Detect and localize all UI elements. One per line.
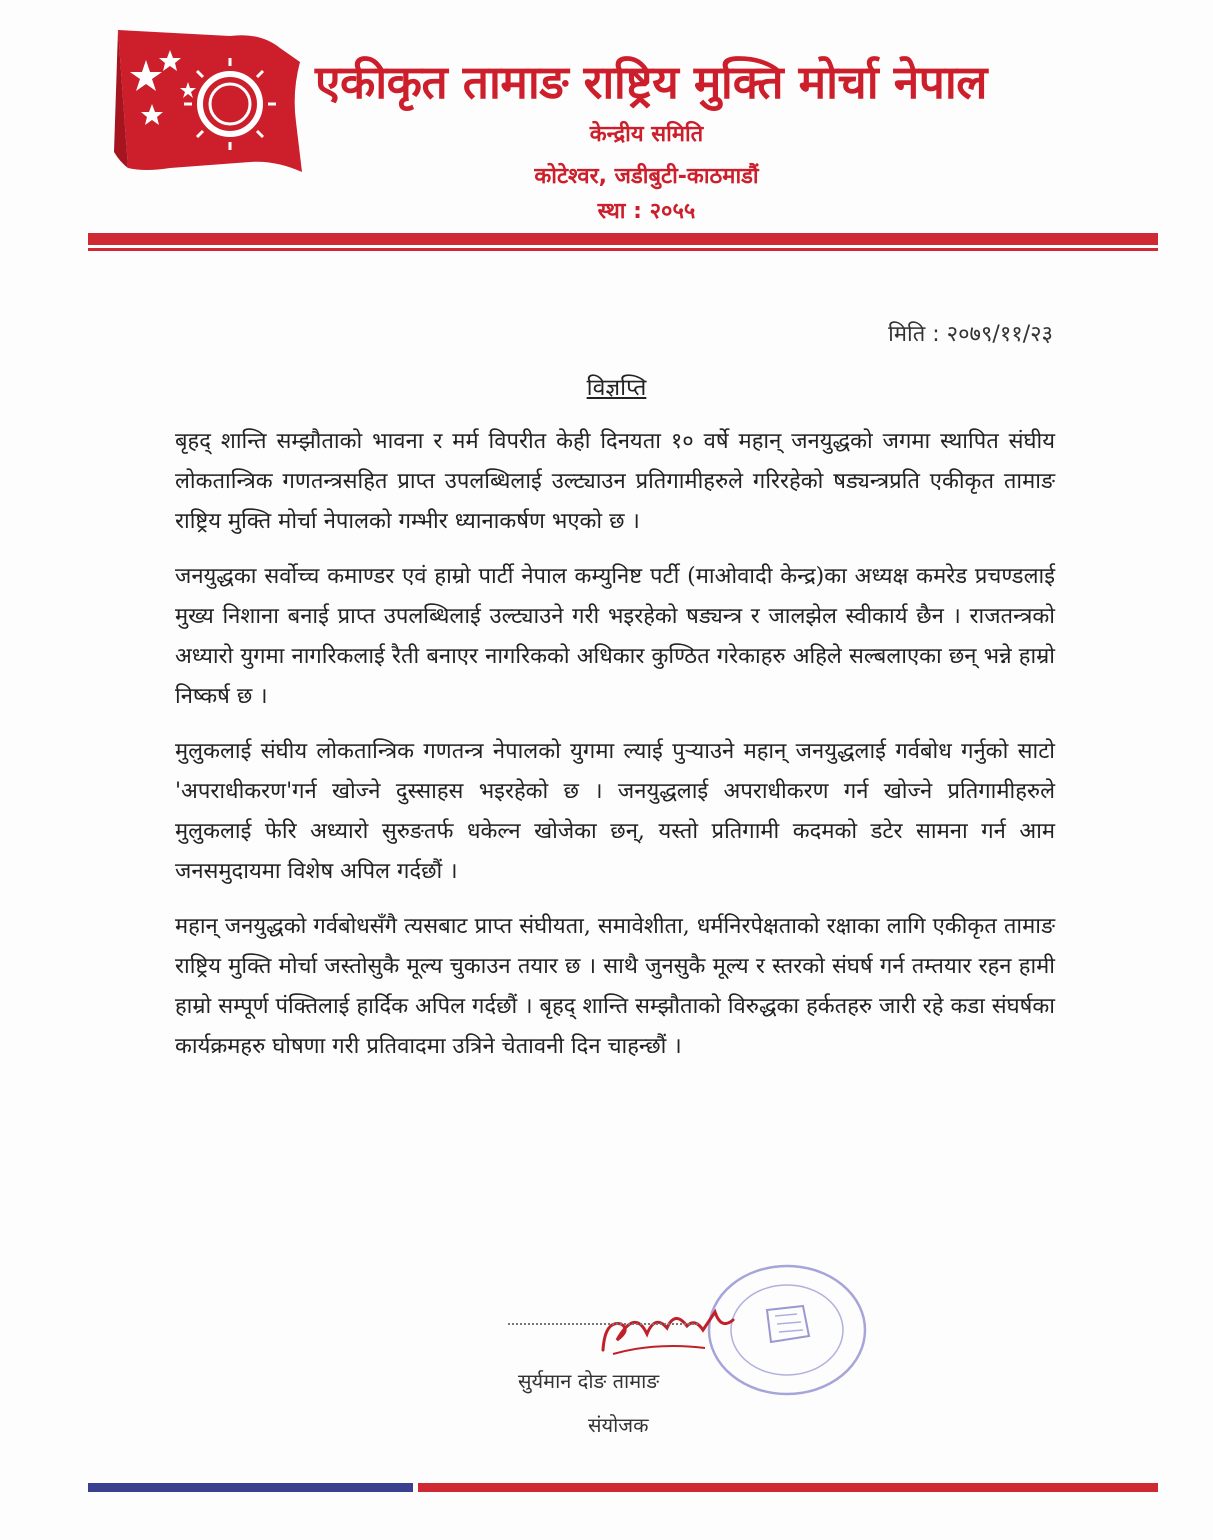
signatory-name: सुर्यमान दोङ तामाङ (518, 1369, 660, 1393)
footer-bar-red (418, 1483, 1158, 1492)
body-paragraph-4: महान् जनयुद्धको गर्वबोधसँगै त्यसबाट प्राप्त संघीयता, समावेशीता, धर्मनिरपेक्षताको रक्षाका लागि एकीकृत तामाङ राष्ट्रिय मुक्ति मोर्चा जस्तोसुकै मूल्य चुकाउन तयार छ । साथै जुनसुकै मूल्य र स्तरको संघर्ष गर्न तम्तयार रहन हामी हाम्रो सम्पूर्ण पंक्तिलाई हार्दिक अपिल गर्दछौं । बृहद् शान्ति सम्झौताको विरुद्धका हर्कतहरु जारी रहे कडा संघर्षका कार्यक्रमहरु घोषणा गरी प्रतिवादमा उत्रिने चेतावनी दिन चाहन्छौं । (175, 914, 1055, 1059)
signature-line (508, 1323, 698, 1325)
signature-block (500, 1255, 880, 1455)
organization-address: कोटेश्वर, जडीबुटी-काठमाडौं (534, 164, 759, 189)
party-flag-logo (110, 22, 305, 182)
signatory-role: संयोजक (588, 1413, 649, 1437)
handwritten-signature (595, 1290, 745, 1370)
body-paragraph-2: जनयुद्धका सर्वोच्च कमाण्डर एवं हाम्रो पार्टी नेपाल कम्युनिष्ट पर्टी (माओवादी केन्द्र)का अध्यक्ष कमरेड प्रचण्डलाई मुख्य निशाना बनाई प्राप्त उपलब्धिलाई उल्ट्याउने गरी भइरहेको षड्यन्त्र र जालझेल स्वीकार्य छैन । राजतन्त्रको अध्यारो युगमा नागरिकलाई रैती बनाएर नागरिकको अधिकार कुण्ठित गरेकाहरु अहिले सल्बलाएका छन् भन्ने हाम्रो निष्कर्ष छ । (175, 564, 1055, 709)
body-paragraph-1: बृहद् शान्ति सम्झौताको भावना र मर्म विपरीत केही दिनयता १० वर्षे महान् जनयुद्धको जगमा स्थापित संघीय लोकतान्त्रिक गणतन्त्रसहित प्राप्त उपलब्धिलाई उल्ट्याउन प्रतिगामीहरुले गरिरहेको षड्यन्त्रप्रति एकीकृत तामाङ राष्ट्रिय मुक्ति मोर्चा नेपालको गम्भीर ध्यानाकर्षण भएको छ । (175, 429, 1055, 534)
header-divider-thin (88, 248, 1158, 251)
organization-name: एकीकृत तामाङ राष्ट्रिय मुक्ति मोर्चा नेपाल (315, 55, 987, 109)
established-year: स्था : २०५५ (597, 199, 696, 224)
body-paragraph-3: मुलुकलाई संघीय लोकतान्त्रिक गणतन्त्र नेपालको युगमा ल्याई पुऱ्याउने महान् जनयुद्धलाई गर्वबोध गर्नुको साटो 'अपराधीकरण'गर्न खोज्ने दुस्साहस भइरहेको छ । जनयुद्धलाई अपराधीकरण गर्न खोज्ने प्रतिगामीहरुले मुलुकलाई फेरि अध्यारो सुरुङतर्फ धकेल्न खोजेका छन्, यस्तो प्रतिगामी कदमको डटेर सामना गर्न आम जनसमुदायमा विशेष अपिल गर्दछौं । (175, 739, 1055, 884)
footer-bar-blue (88, 1483, 413, 1492)
document-title: विज्ञप्ति (586, 375, 647, 401)
release-body (175, 422, 1055, 1082)
committee-name: केन्द्रीय समिति (589, 122, 704, 147)
header-divider-thick (88, 233, 1158, 245)
document-date: मिति : २०७९/११/२३ (888, 322, 1053, 347)
